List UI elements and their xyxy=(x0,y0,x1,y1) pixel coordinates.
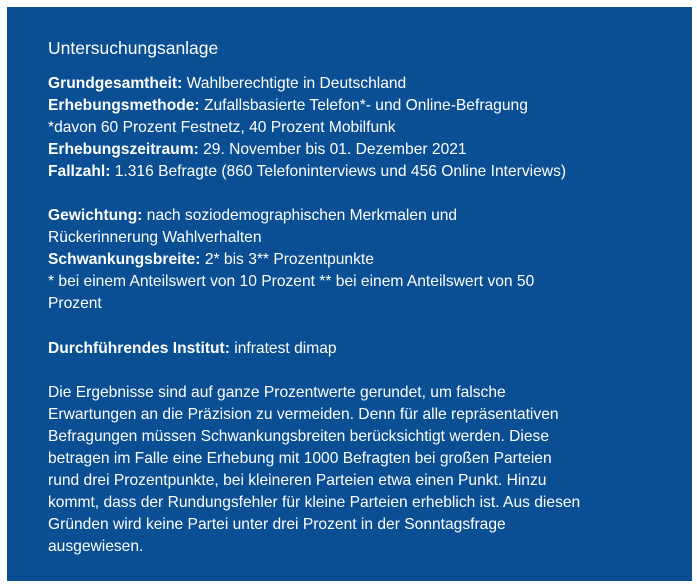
paragraph-line: ausgewiesen. xyxy=(48,538,144,555)
method-label: Erhebungsmethode: xyxy=(48,97,200,114)
margin-note-continued: Prozent xyxy=(48,295,102,312)
period-row xyxy=(48,139,658,161)
population-value: Wahlberechtigte in Deutschland xyxy=(182,75,407,92)
period-label: Erhebungszeitraum: xyxy=(48,141,199,158)
weighting-label: Gewichtung: xyxy=(48,207,143,224)
method-note: *davon 60 Prozent Festnetz, 40 Prozent Mobilfunk xyxy=(48,119,396,136)
cases-label: Fallzahl: xyxy=(48,163,111,180)
paragraph-line: Befragungen müssen Schwankungsbreiten berücksichtigt werden. Diese xyxy=(48,428,550,445)
weighting-value-continued: Rückerinnerung Wahlverhalten xyxy=(48,229,262,246)
methodology-panel xyxy=(7,7,692,581)
margin-label: Schwankungsbreite: xyxy=(48,251,201,268)
method-value: Zufallsbasierte Telefon*- und Online-Befragung xyxy=(199,97,528,114)
institute-row xyxy=(48,338,658,360)
paragraph-line: kommt, dass der Rundungsfehler für kleine Parteien erheblich ist. Aus diesen xyxy=(48,494,581,511)
cases-value: 1.316 Befragte (860 Telefoninterviews und 456 Online Interviews) xyxy=(110,163,567,180)
institute-value: infratest dimap xyxy=(229,340,337,357)
population-label: Grundgesamtheit: xyxy=(48,75,183,92)
paragraph-line: Die Ergebnisse sind auf ganze Prozentwerte gerundet, um falsche xyxy=(48,384,506,401)
period-value: 29. November bis 01. Dezember 2021 xyxy=(198,141,467,158)
weighting-row xyxy=(48,205,658,227)
margin-note: * bei einem Anteilswert von 10 Prozent ** bei einem Anteilswert von 50 xyxy=(48,273,535,290)
method-row xyxy=(48,95,658,117)
paragraph-line: betragen im Falle eine Erhebung mit 1000 Befragten bei großen Parteien xyxy=(48,450,552,467)
institute-details xyxy=(48,338,658,360)
paragraph-line: Erwartungen an die Präzision zu vermeiden. Denn für alle repräsentativen xyxy=(48,406,559,423)
rounding-explanation xyxy=(48,382,648,558)
paragraph-line: rund drei Prozentpunkte, bei kleineren Parteien etwa einen Punkt. Hinzu xyxy=(48,472,547,489)
weighting-value: nach soziodemographischen Merkmalen und xyxy=(142,207,458,224)
margin-row xyxy=(48,249,658,271)
survey-details xyxy=(48,73,658,183)
cases-row xyxy=(48,161,658,183)
margin-value: 2* bis 3** Prozentpunkte xyxy=(200,251,374,268)
institute-label: Durchführendes Institut: xyxy=(48,340,230,357)
paragraph-line: Gründen wird keine Partei unter drei Prozent in der Sonntagsfrage xyxy=(48,516,506,533)
panel-title: Untersuchungsanlage xyxy=(48,38,219,58)
weighting-details xyxy=(48,205,658,315)
population-row xyxy=(48,73,658,95)
